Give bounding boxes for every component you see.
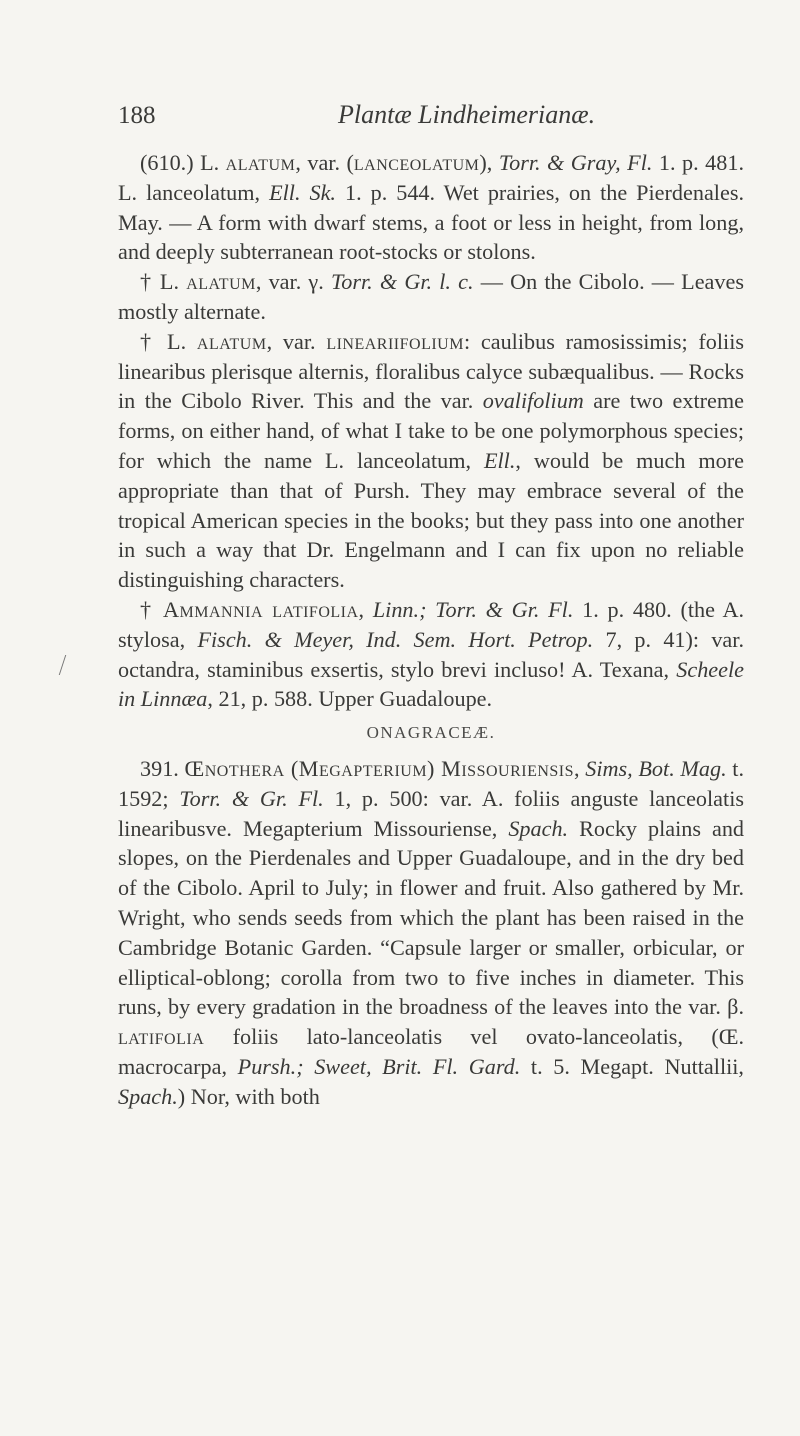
entry-ammannia: † Ammannia latifolia, Linn.; Torr. & Gr. Fl. 1. p. 480. (the A. stylosa, Fisch. & Meyer, Ind. Sem. Hort. Petrop. 7, p. 41): var. octandra, staminibus exsertis, stylo brevi incluso! A. Texana, Scheele in Linnæa, 21, p. 588. Upper Guadaloupe. xyxy=(118,596,745,712)
page-header xyxy=(118,100,730,136)
entry-391: 391. Œnothera (Megapterium) Missouriensis, Sims, Bot. Mag. t. 1592; Torr. & Gr. Fl. 1, p. 500: var. A. foliis anguste lanceolatis linearibusve. Megapterium Missouriense, Spach. Rocky plains and slopes, on the Pierdenales and Upper Guadaloupe, and in the dry bed of the Cibolo. April to July; in flower and fruit. Also gathered by Mr. Wright, who sends seeds from which the plant has been raised in the Cambridge Botanic Garden. “Capsule larger or smaller, orbicular, or elliptical-oblong; corolla from two to five inches in diameter. This runs, by every gradation in the broadness of the leaves into the var. β. latifolia foliis lato-lanceolatis vel ovato-lanceolatis, (Œ. macrocarpa, Pursh.; Sweet, Brit. Fl. Gard. t. 5. Megapt. Nuttallii, Spach.) Nor, with both xyxy=(118,755,745,1109)
entry-alatum-gamma: † L. alatum, var. γ. Torr. & Gr. l. c. — On the Cibolo. — Leaves mostly alternate. xyxy=(118,269,744,324)
margin-pencil-mark xyxy=(59,655,72,675)
running-head: Plantæ Lindheimerianæ. xyxy=(338,100,596,129)
entry-alatum-lineariifolium: † L. alatum, var. lineariifolium: caulibus ramosissimis; foliis linearibus plerisque alternis, floralibus calyce subæqualibus. — Rocks in the Cibolo River. This and the var. ovalifolium are two extreme forms, on either hand, of what I take to be one polymorphous species; for which the name L. lanceolatum, Ell., would be much more appropriate than that of Pursh. They may embrace several of the tropical American species in the books; but they pass into one another in such a way that Dr. Engelmann and I can fix upon no reliable distinguishing characters. xyxy=(118,328,744,593)
body-text xyxy=(118,140,744,1112)
entry-610: (610.) L. alatum, var. (lanceolatum), Torr. & Gray, Fl. 1. p. 481. L. lanceolatum, Ell. Sk. 1. p. 544. Wet prairies, on the Pierdenales. May. — A form with dwarf stems, a foot or less in height, from long, and deeply subterranean root-stocks or stolons. xyxy=(118,150,744,265)
page-number: 188 xyxy=(118,102,156,129)
section-heading-onagraceae: ONAGRACEÆ. xyxy=(366,723,496,743)
